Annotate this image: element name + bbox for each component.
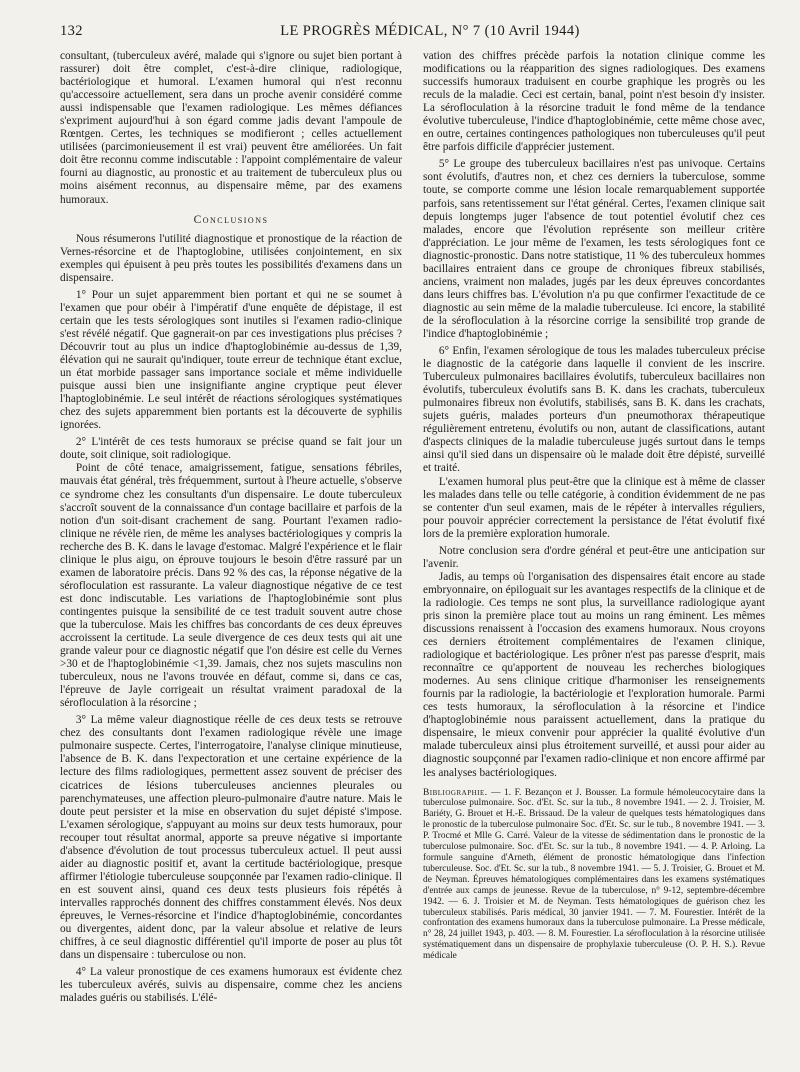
paragraph-conclusions-intro: Nous résumerons l'utilité diagnostique et pronostique de la réaction de Vernes-résorcine et de l'haptoglobine, utilisées conjointement, en six exemples qui épuisent à peu près toutes les possibilités d'examens dans un dispensaire.	[60, 232, 402, 284]
running-title: LE PROGRÈS MÉDICAL, N° 7 (10 Avril 1944)	[280, 22, 580, 39]
paragraph-humoral-exam: L'examen humoral plus peut-être que la clinique est à même de classer les malades dans telle ou telle catégorie, à condition évidemment de ne pas se contenter d'un seul examen, mais de le répéter à intervalles réguliers, pour pouvoir apprécier correctement la persistance de l'état évolutif fixé lors de la première exploration humorale.	[423, 475, 765, 540]
paragraph-point-1: 1° Pour un sujet apparemment bien portant et qui ne se soumet à l'examen que pour obéir à l'impératif d'une enquête de dépistage, il est certain que les tests sérologiques sont inutiles si l'examen radio-clinique s'est révélé négatif. Que gagnerait-on par ces investigations plus précises ? Découvrir tout au plus un indice d'haptoglobinémie au-dessus de 1,39, élévation qui ne saurait qu'indiquer, toute erreur de technique étant exclue, un état morbide passager sans importance sociale et même individuelle puisque aussi bien une insignifiante angine cryptique peut élever l'haptoglobinémie. Le seul intérêt de réactions sérologiques systématiques chez des sujets apparemment bien portants est la découverte de syphilis ignorées.	[60, 288, 402, 432]
paragraph-point-2: 2° L'intérêt de ces tests humoraux se précise quand se fait jour un doute, soit clinique, soit radiologique.	[60, 436, 402, 462]
paragraph-point-2-detail: Point de côté tenace, amaigrissement, fatigue, sensations fébriles, mauvais état général, très fréquemment, surtout à l'heure actuelle, s'observe ce syndrome chez les consultants d'un dispensaire. Le doute tuberculeux s'accroît souvent de la connaissance d'un contage bacillaire et parfois de la notion d'un soit-disant crachement de sang. Pourtant l'examen radio-clinique ne révèle rien, de même les analyses bactériologiques y compris la recherche des B. K. dans le lavage d'estomac. Malgré l'expérience et le flair clinique le plus aigu, on éprouve toujours le besoin d'être rassuré par un examen de laboratoire précis. Dans 92 % des cas, la réponse négative de la sérofloculation est rassurante. La valeur diagnostique négative de ce test est donc indiscutable. Les variations de l'haptoglobinémie sont plus contingentes puisque la sensibilité de ce test traduit souvent autre chose que la tuberculose. Mais les chiffres bas concordants de ces deux épreuves accroissent la certitude. La seule divergence de ces deux tests qui ait une grande valeur pour ce diagnostic négatif que l'on désire est celle du Vernes >30 et de l'haptoglobinémie <1,39. Jamais, chez nos sujets masculins non tuberculeux, nous ne l'avons trouvée en défaut, comme si, dans ce cas, l'épreuve de Jayle corrigeait un résultat vraiment paradoxal de la sérofloculation à la résorcine ;	[60, 462, 402, 710]
paragraph-point-3: 3° La même valeur diagnostique réelle de ces deux tests se retrouve chez des consultants dont l'examen radiologique révèle une image pulmonaire suspecte. Certes, l'interrogatoire, l'analyse clinique minutieuse, l'absence de B. K. dans l'expectoration et une certaine expérience de la lecture des films radiologiques, permettent assez souvent de préciser des cicatrices de lésions tuberculeuses anciennes pleurales ou parenchymateuses, une affection pleuro-pulmonaire d'autre nature. Mais le doute peut persister et la mise en observation du sujet dépisté s'impose. L'examen sérologique, s'appuyant au moins sur deux tests humoraux, pour recouper tout résultat anormal, apporte sa preuve négative si importante d'absence d'évolution de tout processus tuberculeux actuel. Il peut aussi aider au diagnostic positif et, avant la certitude bactériologique, presque affirmer l'étiologie tuberculeuse soupçonnée par l'examen radio-clinique. Il en est souvent ainsi, quand ces deux tests plusieurs fois répétés à intervalles rapprochés donnent des chiffres constamment élevés. Nos deux épreuves, le Vernes-résorcine et l'indice d'haptoglobinémie, concordantes ou divergentes, aident donc, par la valeur absolue et relative de leurs chiffres, à ce seul diagnostic différentiel qu'il importe de poser au plus tôt dans un dispensaire : tuberculose ou non.	[60, 714, 402, 962]
bibliography-label: Bibliographie.	[423, 787, 488, 798]
page-number: 132	[60, 22, 83, 39]
page-header	[60, 18, 760, 44]
paragraph-continued: consultant, (tuberculeux avéré, malade qui s'ignore ou sujet bien portant à rassurer) doit être complet, c'est-à-dire clinique, radiologique, bactériologique et humoral. L'examen humoral qui n'est reconnu qu'accessoire actuellement, sera dans un proche avenir considéré comme aussi indispensable que l'examen radiologique. Les mêmes défiances s'expriment aujourd'hui à son égard comme jadis devant l'ampoule de Rœntgen. Certes, les techniques se modifieront ; celles actuellement utilisées (parcimonieusement il est vrai) peuvent être améliorées. Un fait doit être reconnu comme indiscutable : l'appoint complémentaire de valeur fourni au diagnostic, au pronostic et au traitement de tuberculeux plus ou moins aisément reconnus, au dispensaire même, par des examens humoraux.	[60, 50, 402, 206]
right-column	[423, 50, 765, 962]
paragraph-continued-right: vation des chiffres précède parfois la notation clinique comme les modifications ou la réapparition des signes radiologiques. Des examens successifs humoraux traduisent en courbe graphique les progrès ou les reculs de la maladie. Ceci est certain, banal, point n'est besoin d'y insister. La sérofloculation à la résorcine traduit le fond même de la tendance évolutive tuberculeuse, l'indice d'haptoglobinémie, cette même chose avec, en outre, certaines contingences pathologiques non tuberculeuses qu'il peut être parfois difficile d'apprécier justement.	[423, 50, 765, 154]
bibliography-text: — 1. F. Bezançon et J. Bousser. La formule hémoleucocytaire dans la tuberculose pulmonaire. Soc. d'Et. Sc. sur la tub., 8 novembre 1941. — 2. J. Troisier, M. Bariéty, G. Brouet et H.-E. Brissaud. De la valeur de quelques tests hématologiques dans le pronostic de la tuberculose pulmonaire Soc. d'Et. Sc. sur le tub., 8 novembre 1941. — 3. P. Trocmé et Mlle G. Carré. Valeur de la vitesse de sédimentation dans le pronostic de la tuberculose pulmonaire. Soc. d'Et. Sc. sur la tub., 8 novembre 1941. — 4. P. Arloing. La formule sanguine d'Arneth, élément de pronostic hématologique dans l'infection tuberculeuse. Soc. d'Et. Sc. sur la tub., 8 novembre 1941. — 5. J. Troisier, G. Brouet et M. de Neyman. Épreuves hématologiques complémentaires dans les examens systématiques d'entrée aux camps de jeunesse. Revue de la tuberculose, n° 9-12, septembre-décembre 1942. — 6. J. Troisier et M. de Neyman. Tests hématologiques de guérison chez les tuberculeux stabilisés. Paris médical, 30 janvier 1941. — 7. M. Fourestier. Intérêt de la confrontation des examens humoraux dans la tuberculose pulmonaire. La Presse médicale, n° 28, 24 juillet 1943, p. 403. — 8. M. Fourestier. La sérofloculation à la résorcine utilisée systématiquement dans un dispensaire de prophylaxie tuberculeuse (O. P. H. S.). Revue médicale	[423, 787, 765, 962]
paragraph-point-5: 5° Le groupe des tuberculeux bacillaires n'est pas univoque. Certains sont évolutifs, d'autres non, et chez ces derniers la tuberculose, somme toute, se comporte comme une lésion locale remarquablement supportée parfois, sans retentissement sur l'état général. Certes, l'examen clinique sait depuis longtemps juger l'absence de tout potentiel évolutif chez ces malades, encore que l'évolution représente son meilleur critère d'appréciation. Le jour même de l'examen, les tests sérologiques font ce diagnostic-pronostic. Dans notre statistique, 11 % des tuberculeux hommes bacillaires entraient dans ce groupe de chroniques fibreux stabilisés, anciens, vraiment non malades, jugés par les deux épreuves concordantes dans leurs chiffres bas. L'évolution n'a pu que confirmer l'exactitude de ce diagnostic au sein même de la maladie tuberculeuse. Ici encore, la stabilité de la sérofloculation à la résorcine corrige la sensibilité trop grande de l'indice d'haptoglobinémie ;	[423, 158, 765, 340]
paragraph-dispensaries: Jadis, au temps où l'organisation des dispensaires était encore au stade embryonnaire, on épiloguait sur les avantages respectifs de la clinique et de la radiologie. Ces temps ne sont plus, la surveillance radiologique ayant pris sinon la première place tout au moins un rang éminent. Les mêmes discussions renaissent à l'occasion des examens humoraux. Nous croyons ces derniers étroitement complémentaires de l'examen clinique, radiologique et bactériologique. Les prôner n'est pas paresse d'esprit, mais reconnaître ce qu'apportent de nouveau les recherches biologiques modernes. Au sens clinique critique d'harmoniser les renseignements fournis par la radiologie, la bactériologie et l'exploration humorale. Parmi ces tests humoraux, la sérofloculation à la résorcine et l'indice d'haptoglobinémie nous paraissent actuellement, dans la pratique du dispensaire, le mieux convenir pour apprécier la qualité évolutive d'un malade tuberculeux ainsi plus étroitement surveillé, et aussi pour aider au diagnostic soupçonné par l'examen radio-clinique et non encore affirmé par les analyses bactériologiques.	[423, 570, 765, 779]
paragraph-general-conclusion: Notre conclusion sera d'ordre général et peut-être une anticipation sur l'avenir.	[423, 544, 765, 570]
left-column	[60, 50, 402, 1005]
bibliography	[423, 788, 765, 963]
section-heading-conclusions: Conclusions	[193, 213, 269, 226]
paragraph-point-4: 4° La valeur pronostique de ces examens humoraux est évidente chez les tuberculeux avérés, suivis au dispensaire, comme chez les anciens malades guéris ou stabilisés. L'élé-	[60, 966, 402, 1005]
paragraph-point-6: 6° Enfin, l'examen sérologique de tous les malades tuberculeux précise le diagnostic de la catégorie dans laquelle il convient de les inscrire. Tuberculeux pulmonaires bacillaires évolutifs, tuberculeux bacillaires non évolutifs, tuberculeux évolutifs sans B. K. dans les crachats, tuberculeux pulmonaires fibreux non évolutifs, stabilisés, sans B. K. dans les crachats, sujets guéris, malades porteurs d'un pneumothorax thérapeutique régulièrement entretenu, évolutifs ou non, autant de classifications, autant d'aspects cliniques de la maladie tuberculeuse jugés surtout dans le temps ainsi qu'il sied dans un dispensaire où le malade doit être dépisté, surveillé et traité.	[423, 345, 765, 475]
